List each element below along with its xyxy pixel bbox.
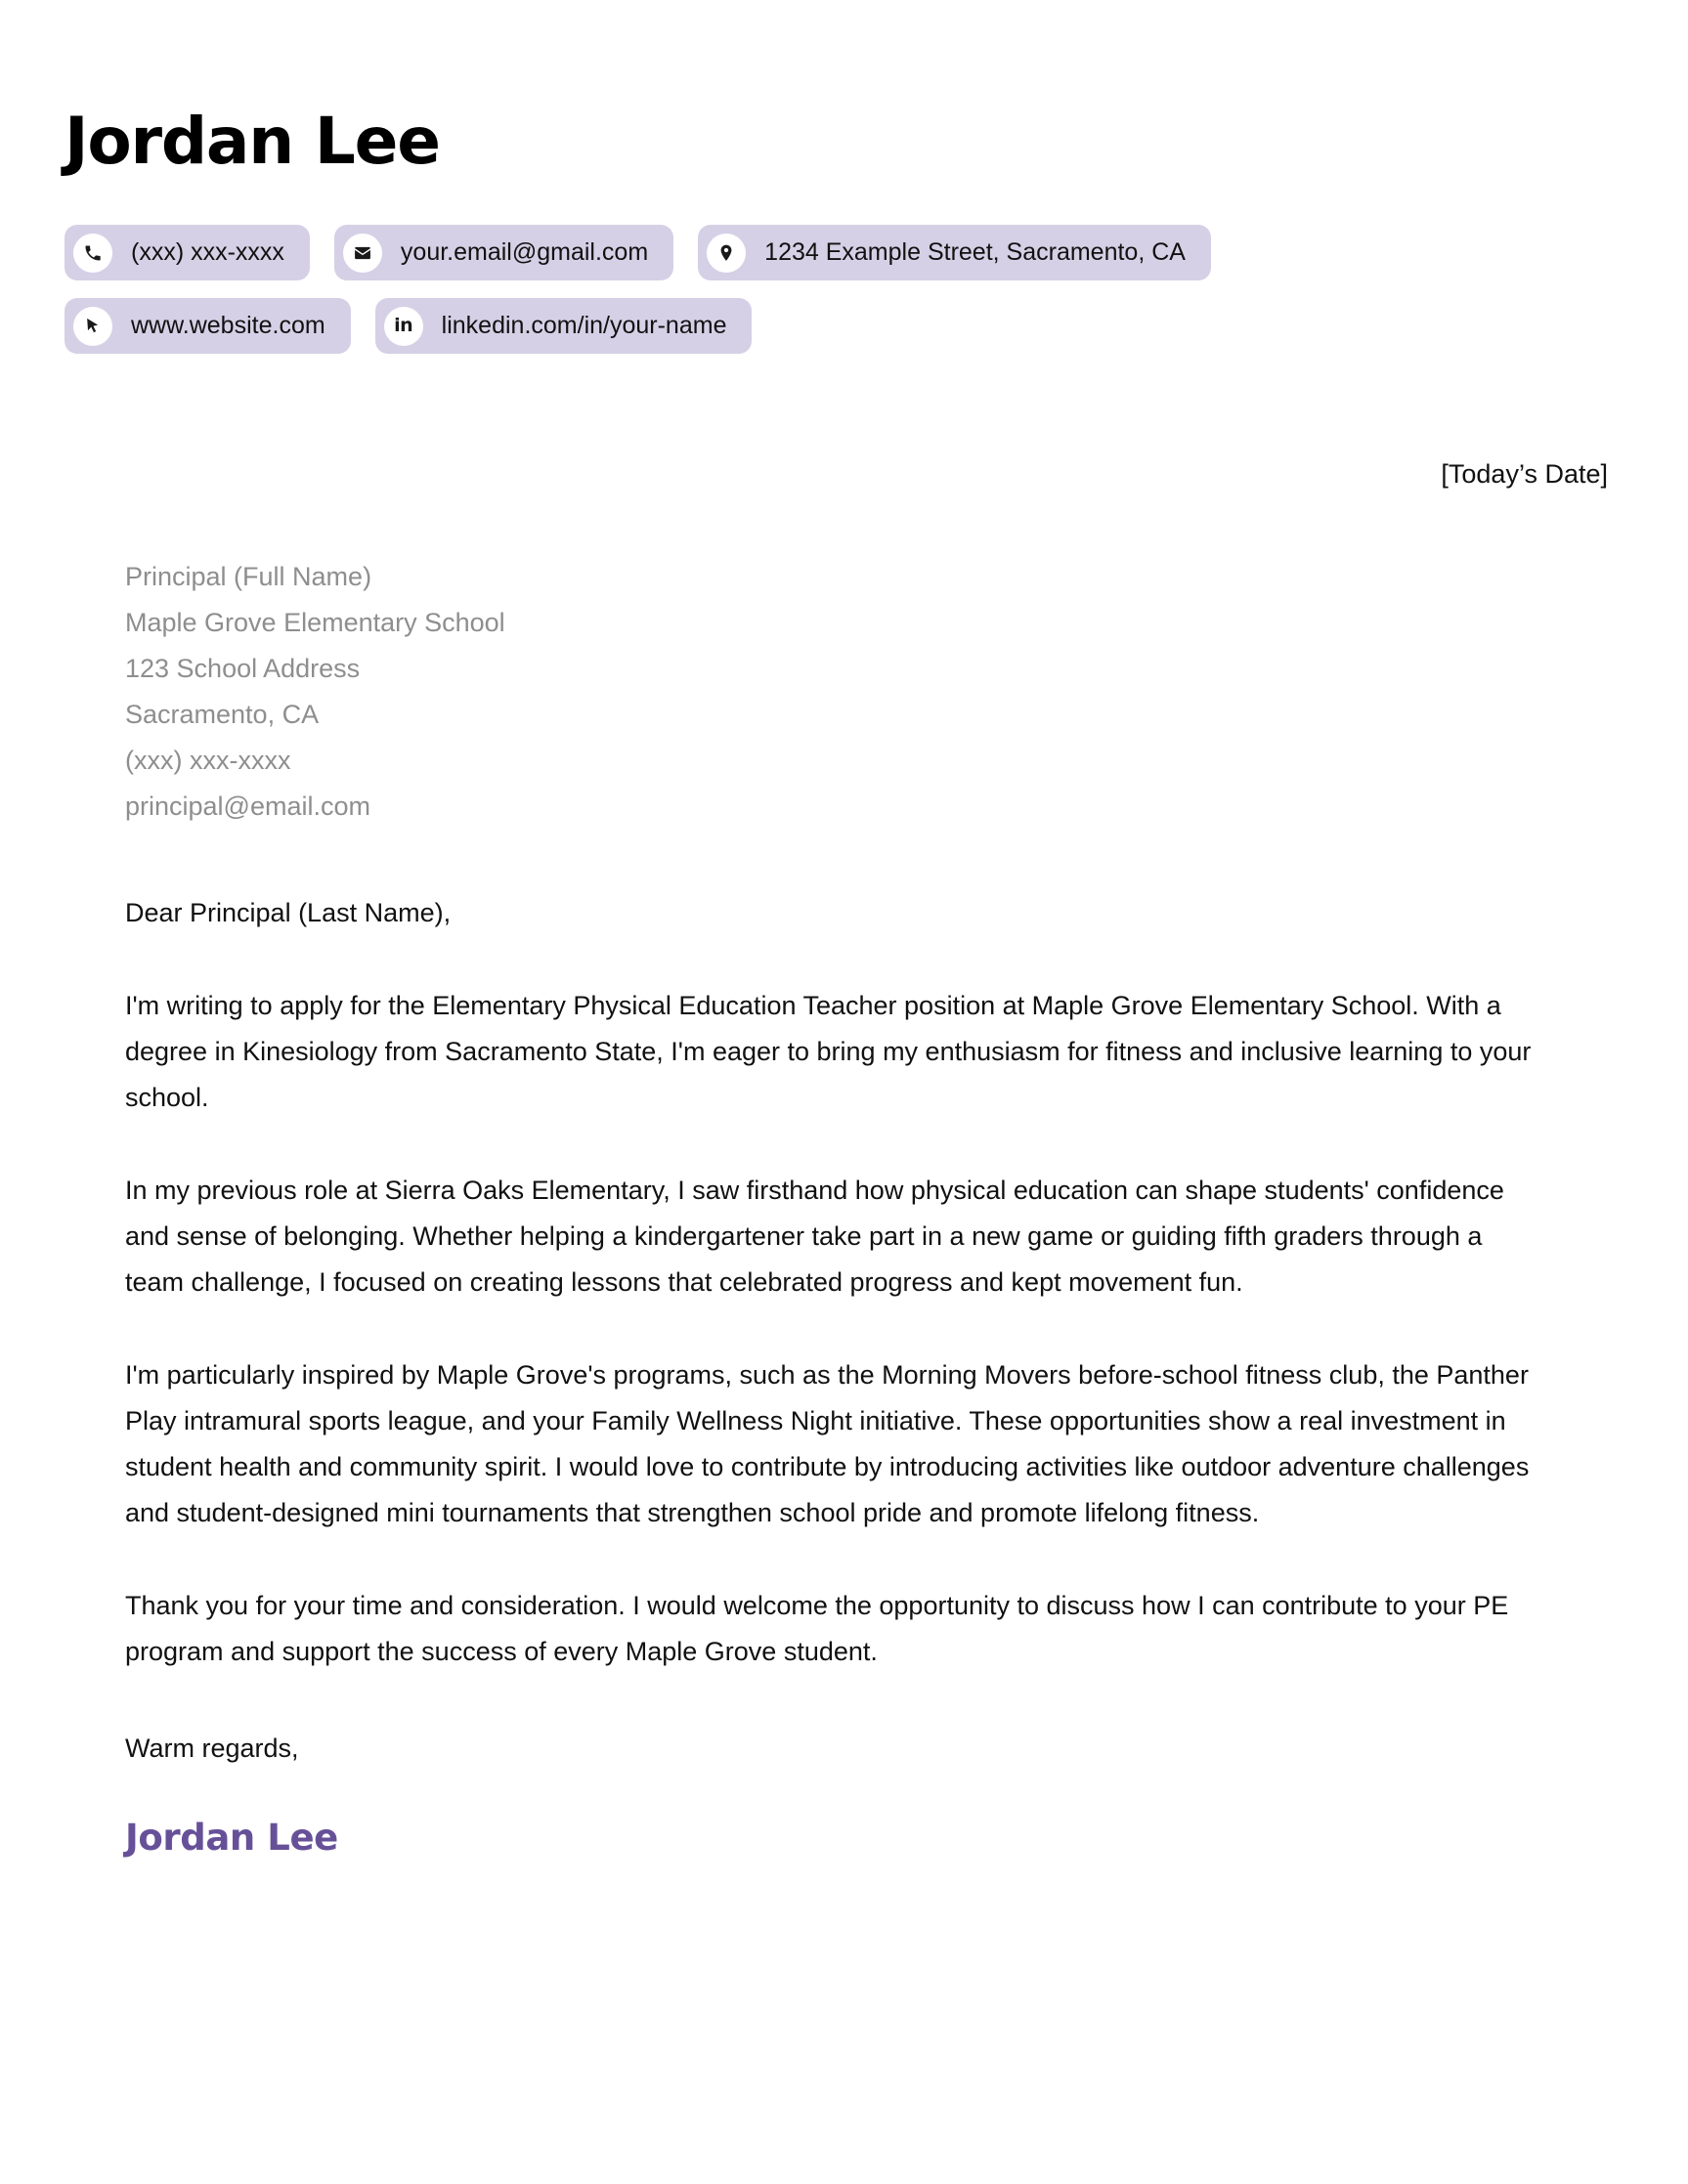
letter-date: [Today’s Date]	[1441, 459, 1608, 489]
recipient-line: Principal (Full Name)	[125, 562, 372, 591]
signature-name: Jordan Lee	[125, 1817, 338, 1859]
contact-row-primary	[65, 225, 1688, 280]
contact-badge-group	[65, 225, 1688, 354]
contact-badge-website[interactable]	[65, 298, 351, 354]
contact-value-email: your.email@gmail.com	[400, 238, 649, 266]
closing-line: Warm regards,	[125, 1734, 299, 1763]
contact-value-website: www.website.com	[131, 312, 325, 339]
recipient-line: principal@email.com	[125, 792, 370, 821]
contact-value-address: 1234 Example Street, Sacramento, CA	[764, 238, 1186, 266]
cursor-arrow-icon	[73, 307, 112, 346]
contact-badge-email[interactable]	[334, 225, 673, 280]
letter-header	[0, 0, 1688, 354]
location-pin-icon	[707, 234, 746, 273]
recipient-line: Sacramento, CA	[125, 700, 320, 729]
contact-row-secondary	[65, 298, 1688, 354]
letter-body-area	[0, 554, 1688, 1859]
salutation: Dear Principal (Last Name),	[125, 898, 452, 927]
letter-paragraph: I'm particularly inspired by Maple Grove's programs, such as the Morning Movers before-school fitness club, the Panther Play intramural sports league, and your Family Wellness Night initiative. These opportunities show a real investment in student health and community spirit. I would love to contribute by introducing activities like outdoor adventure challenges and student-designed mini tournaments that strengthen school pride and promote lifelong fitness.	[125, 1360, 1530, 1527]
recipient-line: Maple Grove Elementary School	[125, 608, 505, 637]
contact-badge-linkedin[interactable]	[375, 298, 753, 354]
contact-badge-phone[interactable]	[65, 225, 310, 280]
letter-paragraph: In my previous role at Sierra Oaks Elementary, I saw firsthand how physical education can shape students' confidence and sense of belonging. Whether helping a kindergartener take part in a new game or guiding fifth graders through a team challenge, I focused on creating lessons that celebrated progress and kept movement fun.	[125, 1176, 1504, 1297]
email-icon	[343, 234, 382, 273]
contact-value-phone: (xxx) xxx-xxxx	[131, 238, 284, 266]
phone-icon	[73, 234, 112, 273]
contact-value-linkedin: linkedin.com/in/your-name	[441, 312, 727, 339]
contact-badge-address[interactable]	[698, 225, 1211, 280]
recipient-block	[125, 554, 1608, 830]
letter-paragraph: Thank you for your time and consideration. I would welcome the opportunity to discuss how I can contribute to your PE program and support the success of every Maple Grove student.	[125, 1591, 1509, 1666]
page-title: Jordan Lee	[65, 104, 440, 179]
linkedin-icon: in	[384, 307, 423, 346]
recipient-line: (xxx) xxx-xxxx	[125, 746, 291, 775]
recipient-line: 123 School Address	[125, 654, 361, 683]
letter-paragraph: I'm writing to apply for the Elementary Physical Education Teacher position at Maple Grove Elementary School. With a degree in Kinesiology from Sacramento State, I'm eager to bring my enthusiasm for fitness and inclusive learning to your school.	[125, 991, 1532, 1112]
